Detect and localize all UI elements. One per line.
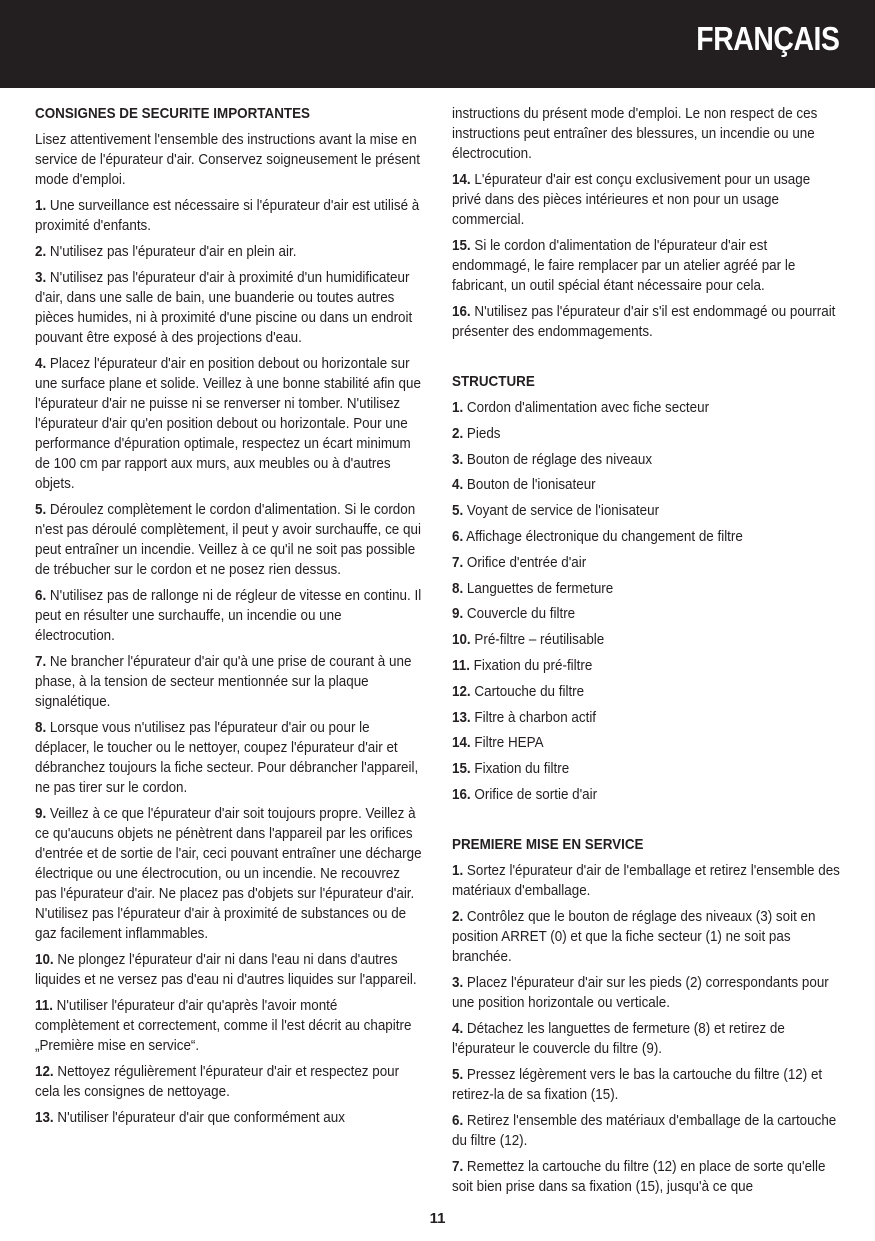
list-item: [452, 424, 840, 444]
item-text: Placez l'épurateur d'air en position debout ou horizontale sur une surface plane et solide. Veillez à une bonne stabilité afin que l'épurateur d'air ne puisse ni se renverser ni tomber. N'utilisez l'épurateur d'air qu'en position debout ou horizontale. Pour une performance d'épuration optimale, respectez un écart minimum de 100 cm par rapport aux murs, aux meubles ou à d'autres objets.: [35, 356, 421, 492]
item-text: Pieds: [463, 425, 501, 442]
list-item: [452, 170, 840, 230]
list-item: [452, 236, 840, 296]
list-item: [35, 950, 423, 990]
safety-list: [35, 196, 423, 1128]
item-number: 3.: [452, 974, 464, 991]
list-item: [452, 785, 840, 805]
item-text: Voyant de service de l'ionisateur: [463, 503, 660, 520]
item-text: Si le cordon d'alimentation de l'épurateur d'air est endommagé, le faire remplacer par un atelier agréé par le fabricant, un outil spécial étant nécessaire pour cela.: [452, 238, 796, 294]
item-text: N'utilisez pas de rallonge ni de régleur de vitesse en continu. Il peut en résulter une surchauffe, un incendie ou une électrocution.: [35, 588, 422, 644]
list-item: [452, 553, 840, 573]
list-item: [452, 708, 840, 728]
item-number: 9.: [452, 606, 464, 623]
item-text: Retirez l'ensemble des matériaux d'emballage de la cartouche du filtre (12).: [452, 1112, 837, 1149]
item-number: 13.: [452, 709, 471, 726]
list-item: [35, 652, 423, 712]
item-number: 7.: [452, 554, 464, 571]
item-text: Affichage électronique du changement de filtre: [463, 528, 743, 545]
list-item: [35, 196, 423, 236]
item-number: 5.: [452, 503, 464, 520]
list-item: [452, 302, 840, 342]
list-item: [452, 907, 840, 967]
list-item: [35, 996, 423, 1056]
list-item: [35, 268, 423, 348]
item-text: Bouton de réglage des niveaux: [463, 451, 653, 468]
list-item: [452, 759, 840, 779]
item-number: 2.: [452, 425, 464, 442]
list-item: [452, 973, 840, 1013]
item-text: N'utiliser l'épurateur d'air que conformément aux: [53, 1110, 345, 1126]
item-number: 12.: [452, 683, 471, 700]
list-item: [452, 656, 840, 676]
list-item: [452, 579, 840, 599]
right-column: [452, 104, 840, 1203]
list-item: [452, 630, 840, 650]
item-text: Cordon d'alimentation avec fiche secteur: [463, 400, 710, 416]
item-text: Veillez à ce que l'épurateur d'air soit toujours propre. Veillez à ce qu'aucuns objets ne pénètrent dans l'appareil par les orifices d'entrée et de sortie de l'air, ceci pouvant entraîner une décharge électrique ou une électrocution, ou un incendie. Ne recouvrez pas l'épurateur d'air. Ne placez pas d'objets sur l'épurateur d'air. N'utilisez pas l'épurateur d'air à proximité de substances ou de gaz facilement inflammables.: [35, 806, 422, 942]
header-bar: [0, 0, 875, 88]
language-heading: FRANÇAIS: [695, 20, 839, 57]
item-text: Contrôlez que le bouton de réglage des niveaux (3) soit en position ARRET (0) et que la fiche secteur (1) ne soit pas branchée.: [452, 908, 816, 965]
item-text: Pressez légèrement vers le bas la cartouche du filtre (12) et retirez-la de sa fixation (15).: [452, 1066, 823, 1103]
item-number: 1.: [452, 400, 464, 416]
item-number: 15.: [452, 238, 471, 254]
structure-title: STRUCTURE: [452, 374, 535, 390]
item-text: N'utilisez pas l'épurateur d'air en plein air.: [46, 244, 297, 260]
item-text: Une surveillance est nécessaire si l'épurateur d'air est utilisé à proximité d'enfants.: [35, 198, 420, 234]
list-item: [452, 501, 840, 521]
item-number: 3.: [452, 451, 464, 468]
list-item: [35, 1062, 423, 1102]
item-number: 6.: [35, 588, 47, 604]
list-item: [35, 718, 423, 798]
item-number: 16.: [452, 304, 471, 320]
item-number: 4.: [452, 1020, 464, 1037]
list-item: [452, 1065, 840, 1105]
item-text: Placez l'épurateur d'air sur les pieds (2) correspondants pour une position horizontale ou verticale.: [452, 974, 829, 1011]
item-text: N'utilisez pas l'épurateur d'air s'il est endommagé ou pourrait présenter des endommagements.: [452, 304, 836, 340]
list-item: [35, 500, 423, 580]
item-number: 3.: [35, 270, 47, 286]
item-number: 9.: [35, 806, 47, 822]
item-text: Déroulez complètement le cordon d'alimentation. Si le cordon n'est pas déroulé complètement, il peut y avoir surchauffe, ce qui peut entraîner un incendie. Veillez à ce qu'il ne soit pas possible de trébucher sur le cordon et ne posez rien dessus.: [35, 502, 421, 578]
item-number: 6.: [452, 1112, 464, 1129]
item-number: 11.: [35, 998, 53, 1014]
item-text: Ne brancher l'épurateur d'air qu'à une prise de courant à une phase, à la tension de secteur mentionnée sur la plaque signalétique.: [35, 654, 412, 710]
item-number: 11.: [452, 657, 470, 674]
item-number: 8.: [452, 580, 464, 597]
item-number: 2.: [35, 244, 47, 260]
list-item: [452, 475, 840, 495]
list-item: [35, 804, 423, 944]
item-number: 10.: [35, 952, 54, 968]
item-number: 4.: [35, 356, 47, 372]
item-number: 14.: [452, 735, 471, 752]
item-text: Cartouche du filtre: [470, 683, 585, 700]
structure-list: [452, 398, 840, 805]
item-number: 7.: [35, 654, 47, 670]
list-item: [35, 586, 423, 646]
item-text: Orifice de sortie d'air: [470, 786, 598, 803]
safety-list-continued: [452, 170, 840, 342]
item-text: L'épurateur d'air est conçu exclusivement pour un usage privé dans des pièces intérieures et non pour un usage commercial.: [452, 172, 811, 228]
safety-title: CONSIGNES DE SECURITE IMPORTANTES: [35, 106, 311, 122]
list-item: [452, 1111, 840, 1151]
page-number: 11: [429, 1210, 446, 1227]
item-text: Fixation du pré-filtre: [469, 657, 593, 674]
item-number: 13.: [35, 1110, 54, 1126]
item-text: N'utilisez pas l'épurateur d'air à proximité d'un humidificateur d'air, dans une salle de bain, une buanderie ou toutes autres pièces humides, ni à proximité d'une piscine ou dans un endroit pouvant être exposé à des projections d'eau.: [35, 270, 413, 346]
list-item: [35, 242, 423, 262]
item-number: 4.: [452, 477, 464, 494]
list-item: [35, 354, 423, 494]
item-number: 10.: [452, 632, 471, 649]
item-text: Lorsque vous n'utilisez pas l'épurateur d'air ou pour le déplacer, le toucher ou le nettoyer, coupez l'épurateur d'air et débranchez toujours la fiche secteur. Pour débrancher l'appareil, ne pas tirer sur le cordon.: [35, 720, 419, 796]
item-text: Orifice d'entrée d'air: [463, 554, 587, 571]
safety-continuation: instructions du présent mode d'emploi. Le non respect de ces instructions peut entraîner des blessures, un incendie ou une électrocution.: [452, 106, 818, 162]
item-number: 5.: [452, 1066, 464, 1083]
item-text: Languettes de fermeture: [463, 580, 614, 597]
item-number: 15.: [452, 761, 471, 778]
item-text: Filtre à charbon actif: [470, 709, 597, 726]
list-item: [452, 733, 840, 753]
item-text: Détachez les languettes de fermeture (8) et retirez de l'épurateur le couvercle du filtre (9).: [452, 1020, 785, 1057]
item-text: Pré-filtre – réutilisable: [470, 632, 605, 649]
list-item: [452, 861, 840, 901]
item-number: 1.: [452, 862, 464, 879]
item-text: Nettoyez régulièrement l'épurateur d'air et respectez pour cela les consignes de nettoyage.: [35, 1064, 400, 1100]
list-item: [452, 527, 840, 547]
item-number: 12.: [35, 1064, 54, 1080]
item-text: Filtre HEPA: [470, 735, 544, 752]
first-use-title: PREMIERE MISE EN SERVICE: [452, 836, 644, 853]
left-column: [35, 104, 423, 1134]
item-number: 2.: [452, 908, 464, 925]
list-item: [452, 1019, 840, 1059]
item-number: 16.: [452, 786, 471, 803]
item-number: 5.: [35, 502, 47, 518]
item-text: Remettez la cartouche du filtre (12) en place de sorte qu'elle soit bien prise dans sa fixation (15), jusqu'à ce que: [452, 1158, 826, 1195]
item-number: 6.: [452, 528, 464, 545]
list-item: [35, 1108, 423, 1128]
item-number: 7.: [452, 1158, 464, 1175]
item-number: 1.: [35, 198, 47, 214]
item-text: Fixation du filtre: [470, 761, 570, 778]
item-number: 8.: [35, 720, 47, 736]
list-item: [452, 398, 840, 418]
list-item: [452, 1157, 840, 1197]
item-text: Couvercle du filtre: [463, 606, 576, 623]
item-text: Ne plongez l'épurateur d'air ni dans l'eau ni dans d'autres liquides et ne versez pas d'eau ni d'autres liquides sur l'appareil.: [35, 952, 417, 988]
list-item: [452, 450, 840, 470]
item-number: 14.: [452, 172, 471, 188]
item-text: Sortez l'épurateur d'air de l'emballage et retirez l'ensemble des matériaux d'emballage.: [452, 862, 840, 899]
safety-intro: Lisez attentivement l'ensemble des instructions avant la mise en service de l'épurateur d'air. Conservez soigneusement le présent mode d'emploi.: [35, 132, 421, 188]
list-item: [452, 682, 840, 702]
item-text: N'utiliser l'épurateur d'air qu'après l'avoir monté complètement et correctement, comme il l'est décrit au chapitre „Première mise en service“.: [35, 998, 412, 1054]
list-item: [452, 604, 840, 624]
first-use-list: [452, 861, 840, 1197]
item-text: Bouton de l'ionisateur: [463, 477, 596, 494]
